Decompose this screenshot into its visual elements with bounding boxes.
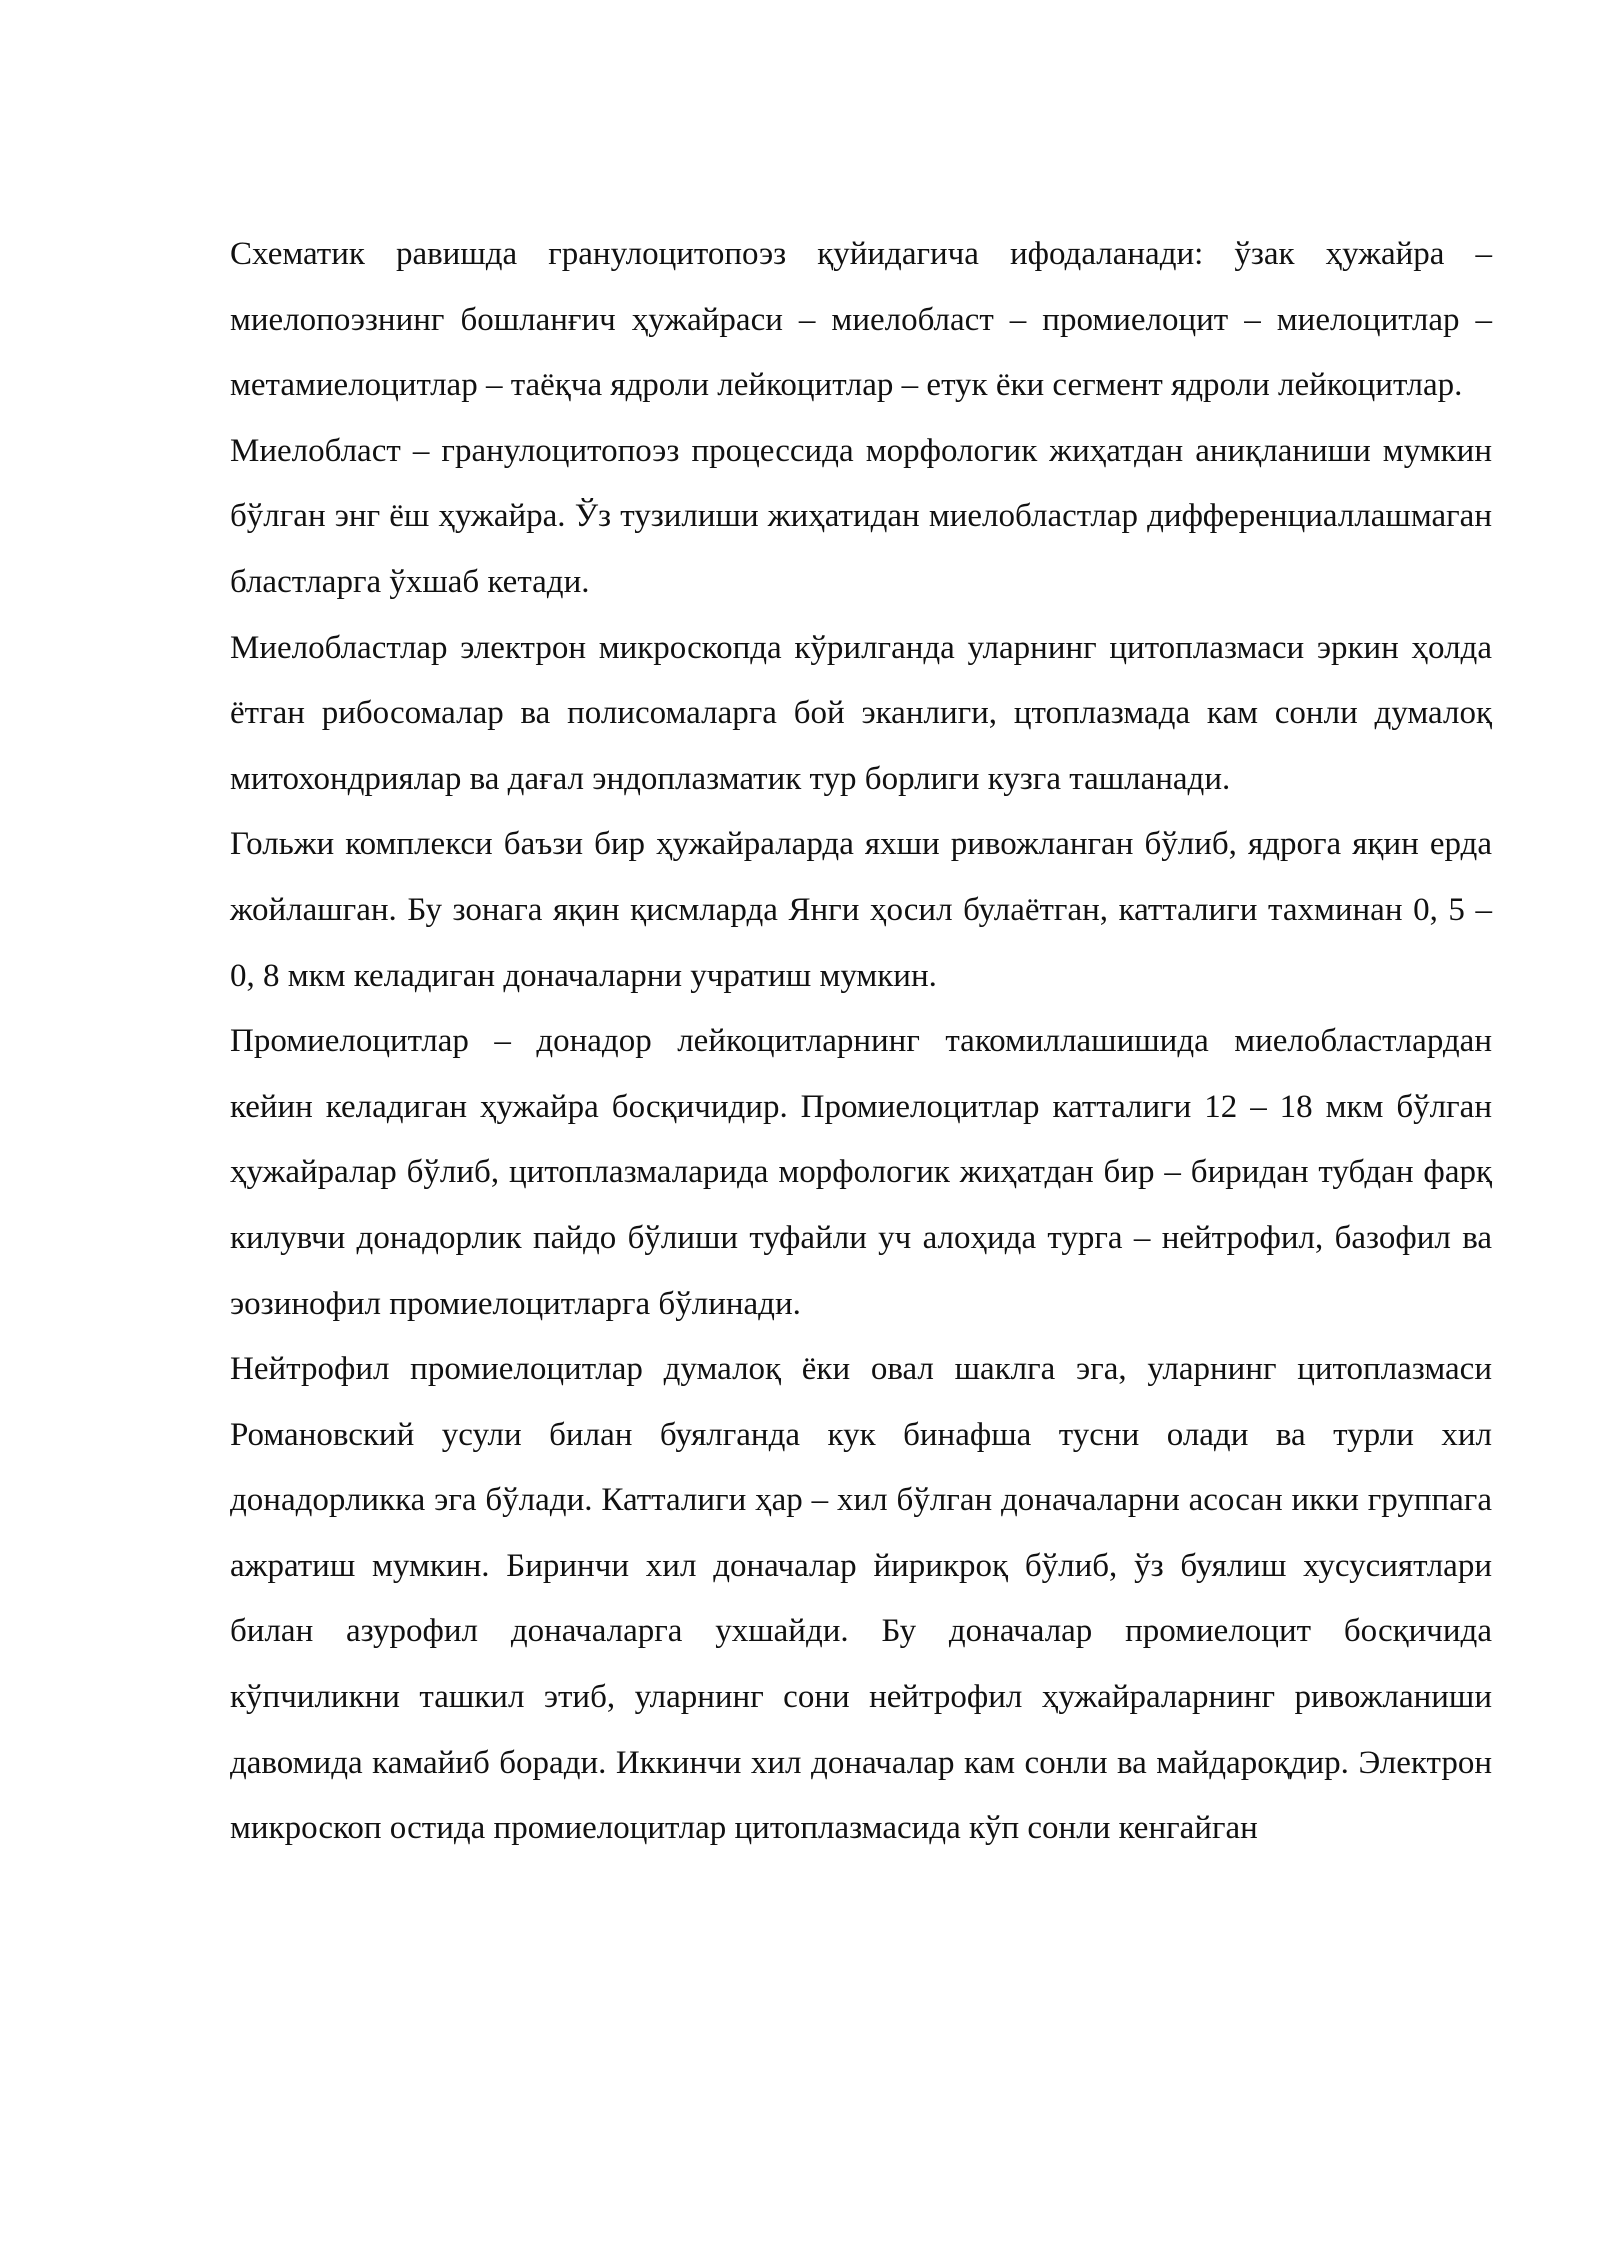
paragraph-myeloblast-electron-microscopy: Миелобластлар электрон микроскопда кўрилганда уларнинг цитоплазмаси эркин ҳолда ётган рибосомалар ва полисомаларга бой эканлиги, цтоплазмада кам сонли думалоқ митохондриялар ва дағал эндоплазматик тур борлиги кузга ташланади. [230, 629, 1492, 797]
paragraph-golgi-complex: Гольжи комплекси баъзи бир ҳужайраларда яхши ривожланган бўлиб, ядрога яқин ерда жойлашган. Бу зонага яқин қисмларда Янги ҳосил булаётган, катталиги тахминан 0, 5 – 0, 8 мкм келадиган доначаларни учратиш мумкин. [230, 826, 1492, 994]
paragraph-granulocytopoiesis-scheme: Схематик равишда гранулоцитопоэз қуйидагича ифодаланади: ўзак ҳужайра – миелопоэзнинг бошланғич ҳужайраси – миелобласт – промиелоцит – миелоцитлар – метамиелоцитлар – таёқча ядроли лейкоцитлар – етук ёки сегмент ядроли лейкоцитлар. [230, 236, 1492, 404]
document-body [230, 222, 1492, 1862]
paragraph-neutrophil-promyelocytes: Нейтрофил промиелоцитлар думалоқ ёки овал шаклга эга, уларнинг цитоплазмаси Романовский усули билан буялганда кук бинафша тусни олади ва турли хил донадорликка эга бўлади. Катталиги ҳар – хил бўлган доначаларни асосан икки группага ажратиш мумкин. Биринчи хил доначалар йирикроқ бўлиб, ўз буялиш хусусиятлари билан азурофил доначаларга ухшайди. Бу доначалар промиелоцит босқичида кўпчиликни ташкил этиб, уларнинг сони нейтрофил ҳужайраларнинг ривожланиши давомида камайиб боради. Иккинчи хил доначалар кам сонли ва майдароқдир. Электрон микроскоп остида промиелоцитлар цитоплазмасида кўп сонли кенгайган [230, 1351, 1492, 1847]
paragraph-myeloblast: Миелобласт – гранулоцитопоэз процессида морфологик жиҳатдан аниқланиши мумкин бўлган энг ёш ҳужайра. Ўз тузилиши жиҳатидан миелобластлар дифференциаллашмаган бластларга ўхшаб кетади. [230, 432, 1492, 600]
paragraph-promyelocytes: Промиелоцитлар – донадор лейкоцитларнинг такомиллашишида миелобластлардан кейин келадиган ҳужайра босқичидир. Промиелоцитлар катталиги 12 – 18 мкм бўлган ҳужайралар бўлиб, цитоплазмаларида морфологик жиҳатдан бир – биридан тубдан фарқ килувчи донадорлик пайдо бўлиши туфайли уч алоҳида турга – нейтрофил, базофил ва эозинофил промиелоцитларга бўлинади. [230, 1023, 1492, 1322]
